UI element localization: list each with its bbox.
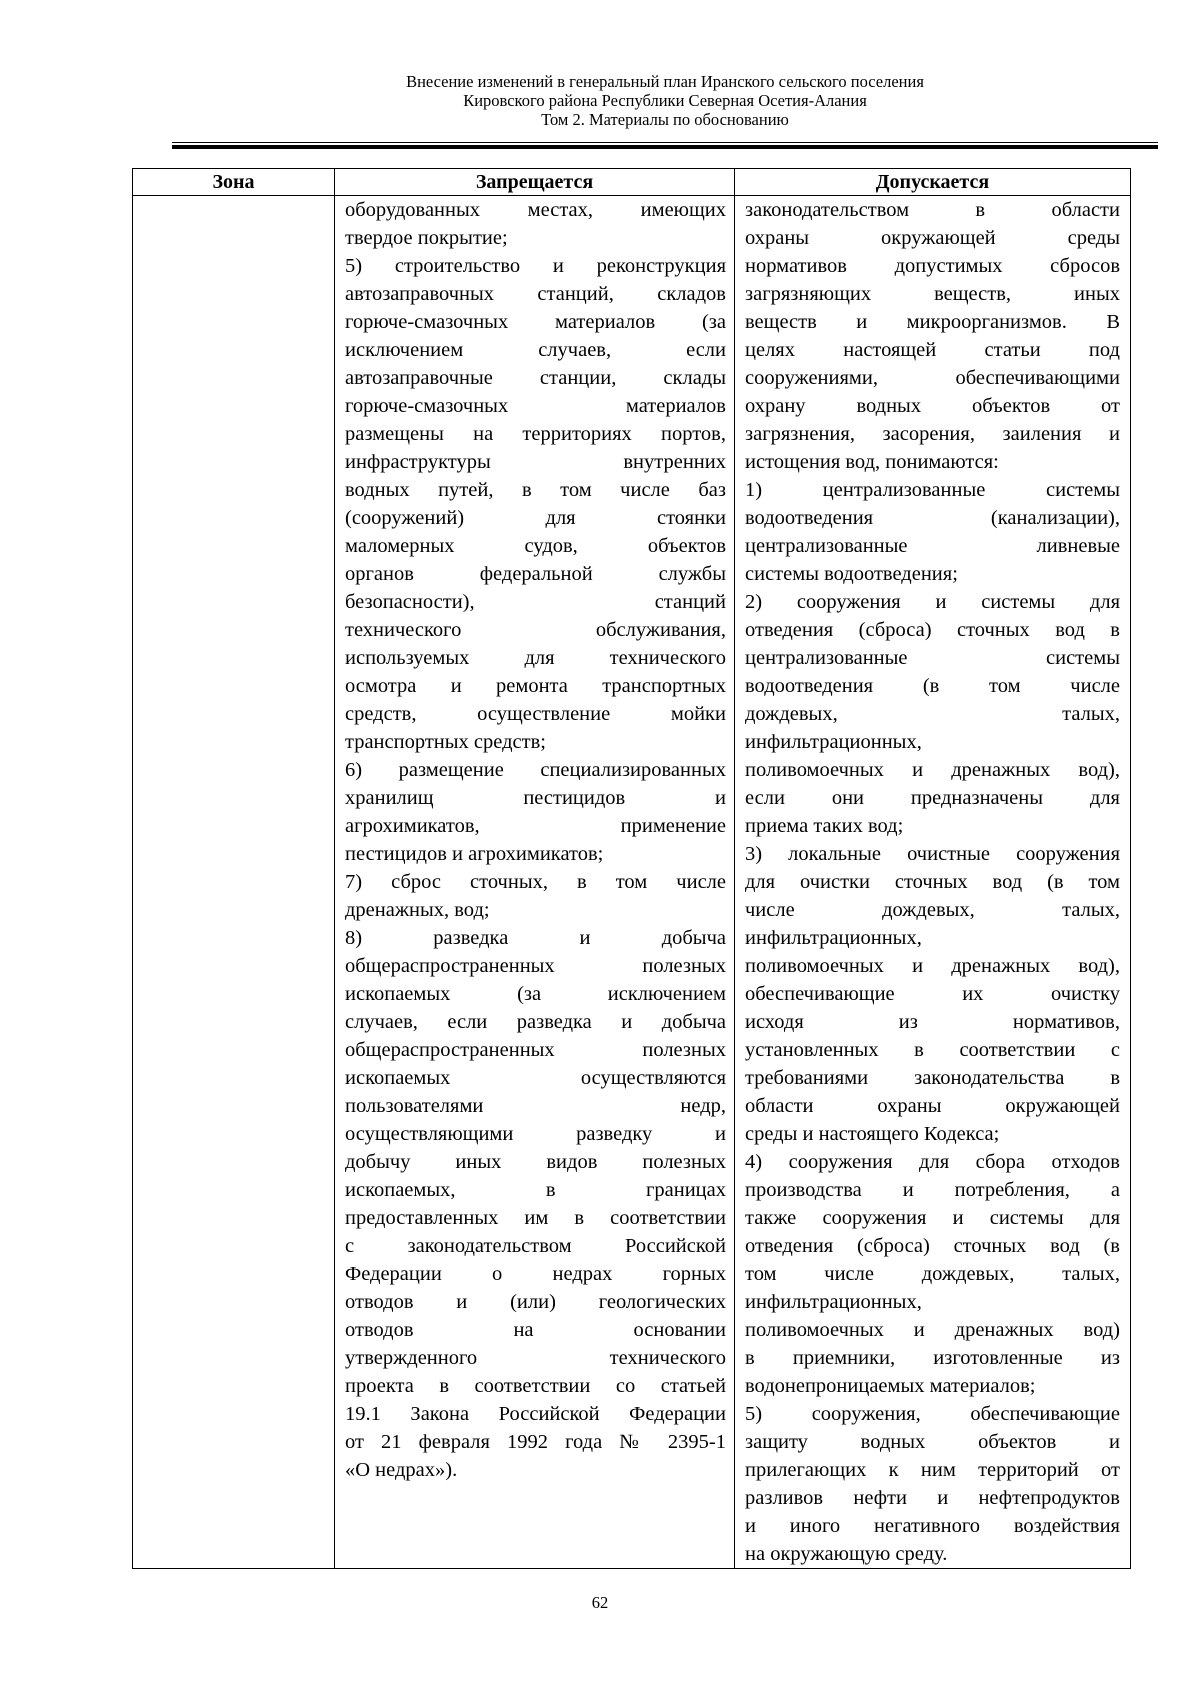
text-line: сооружениями, обеспечивающими (745, 367, 1120, 389)
text-line: твердое покрытие; (345, 227, 508, 249)
text-line: инфильтрационных, (745, 731, 922, 753)
text-line: 19.1 Закона Российской Федерации (345, 1403, 726, 1425)
text-line: ископаемых, в границах (345, 1179, 726, 1201)
text-line: области охраны окружающей (745, 1095, 1120, 1117)
forbidden-cell (335, 196, 735, 1569)
text-line: осмотра и ремонта транспортных (345, 675, 726, 697)
column-header-allowed: Допускается (735, 169, 1131, 196)
text-line: водоотведения (канализации), (745, 507, 1120, 529)
text-line: от 21 февраля 1992 года № 2395-1 (345, 1431, 726, 1453)
text-line: оборудованных местах, имеющих (345, 199, 726, 221)
text-line: истощения вод, понимаются: (745, 451, 999, 473)
text-line: 6) размещение специализированных (345, 759, 726, 781)
text-line: производства и потребления, а (745, 1179, 1120, 1201)
text-line: размещены на территориях портов, (345, 423, 726, 445)
text-line: проекта в соответствии со статьей (345, 1375, 726, 1397)
text-line: исходя из нормативов, (745, 1011, 1120, 1033)
text-line: загрязнения, засорения, заиления и (745, 423, 1120, 445)
text-line: прилегающих к ним территорий от (745, 1459, 1120, 1481)
text-line: пестицидов и агрохимикатов; (345, 843, 604, 865)
text-line: водоотведения (в том числе (745, 675, 1120, 697)
text-line: дренажных, вод; (345, 899, 490, 921)
text-line: горюче-смазочных материалов (за (345, 311, 726, 333)
text-line: поливомоечных и дренажных вод), (745, 955, 1120, 977)
text-line: для очистки сточных вод (в том (745, 871, 1120, 893)
text-line: 5) сооружения, обеспечивающие (745, 1403, 1120, 1425)
text-line: маломерных судов, объектов (345, 535, 726, 557)
text-line: и иного негативного воздействия (745, 1515, 1120, 1537)
text-line: утвержденного технического (345, 1347, 726, 1369)
text-line: веществ и микроорганизмов. В (745, 311, 1120, 333)
text-line: агрохимикатов, применение (345, 815, 726, 837)
forbidden-text (335, 196, 734, 1484)
text-line: установленных в соответствии с (745, 1039, 1120, 1061)
text-line: осуществляющими разведку и (345, 1123, 726, 1145)
page-number: 62 (591, 1593, 609, 1612)
text-line: инфраструктуры внутренних (345, 451, 726, 473)
zone-cell (133, 196, 335, 1569)
column-header-forbidden: Запрещается (335, 169, 735, 196)
text-line: также сооружения и системы для (745, 1207, 1120, 1229)
text-line: централизованные ливневые (745, 535, 1120, 557)
text-line: среды и настоящего Кодекса; (745, 1123, 1000, 1145)
text-line: в приемники, изготовленные из (745, 1347, 1120, 1369)
text-line: ископаемых (за исключением (345, 983, 726, 1005)
text-line: том числе дождевых, талых, (745, 1263, 1120, 1285)
text-line: добычу иных видов полезных (345, 1151, 726, 1173)
text-line: дождевых, талых, (745, 703, 1120, 725)
text-line: 3) локальные очистные сооружения (745, 843, 1120, 865)
text-line: 8) разведка и добыча (345, 927, 726, 949)
text-line: 4) сооружения для сбора отходов (745, 1151, 1120, 1173)
text-line: централизованные системы (745, 647, 1120, 669)
text-line: автозаправочные станции, склады (345, 367, 726, 389)
text-line: водных путей, в том числе баз (345, 479, 726, 501)
table-row (133, 196, 1131, 1569)
text-line: технического обслуживания, (345, 619, 726, 641)
document-header (172, 72, 1158, 129)
text-line: разливов нефти и нефтепродуктов (745, 1487, 1120, 1509)
text-line: «О недрах»). (345, 1459, 458, 1481)
text-line: предоставленных им в соответствии (345, 1207, 726, 1229)
text-line: безопасности), станций (345, 591, 726, 613)
text-line: числе дождевых, талых, (745, 899, 1120, 921)
text-line: исключением случаев, если (345, 339, 726, 361)
text-line: загрязняющих веществ, иных (745, 283, 1120, 305)
text-line: законодательством в области (745, 199, 1120, 221)
text-line: случаев, если разведка и добыча (345, 1011, 726, 1033)
table-header-row (133, 169, 1131, 196)
text-line: требованиями законодательства в (745, 1067, 1120, 1089)
text-line: инфильтрационных, (745, 1291, 922, 1313)
text-line: целях настоящей статьи под (745, 339, 1120, 361)
text-line: приема таких вод; (745, 815, 904, 837)
text-line: обеспечивающие их очистку (745, 983, 1120, 1005)
text-line: общераспространенных полезных (345, 955, 726, 977)
header-line-1: Внесение изменений в генеральный план Иранского сельского поселения (406, 72, 924, 91)
text-line: 5) строительство и реконструкция (345, 255, 726, 277)
text-line: (сооружений) для стоянки (345, 507, 726, 529)
text-line: органов федеральной службы (345, 563, 726, 585)
text-line: нормативов допустимых сбросов (745, 255, 1120, 277)
text-line: автозаправочных станций, складов (345, 283, 726, 305)
text-line: системы водоотведения; (745, 563, 958, 585)
text-line: 2) сооружения и системы для (745, 591, 1120, 613)
text-line: защиту водных объектов и (745, 1431, 1120, 1453)
text-line: транспортных средств; (345, 731, 546, 753)
text-line: охраны окружающей среды (745, 227, 1120, 249)
text-line: хранилищ пестицидов и (345, 787, 726, 809)
column-header-zone: Зона (133, 169, 335, 196)
header-rule-thick (172, 145, 1158, 149)
allowed-cell (735, 196, 1131, 1569)
text-line: если они предназначены для (745, 787, 1120, 809)
header-line-3: Том 2. Материалы по обоснованию (541, 110, 789, 129)
header-rule-thin (172, 142, 1158, 143)
text-line: Федерации о недрах горных (345, 1263, 726, 1285)
text-line: 1) централизованные системы (745, 479, 1120, 501)
text-line: охрану водных объектов от (745, 395, 1120, 417)
text-line: отводов и (или) геологических (345, 1291, 726, 1313)
text-line: средств, осуществление мойки (345, 703, 726, 725)
text-line: поливомоечных и дренажных вод), (745, 759, 1120, 781)
text-line: используемых для технического (345, 647, 726, 669)
text-line: с законодательством Российской (345, 1235, 726, 1257)
text-line: на окружающую среду. (745, 1543, 948, 1565)
text-line: отведения (сброса) сточных вод в (745, 619, 1120, 641)
zones-table (132, 168, 1131, 1569)
text-line: отводов на основании (345, 1319, 726, 1341)
text-line: 7) сброс сточных, в том числе (345, 871, 726, 893)
text-line: пользователями недр, (345, 1095, 726, 1117)
text-line: горюче-смазочных материалов (345, 395, 726, 417)
text-line: поливомоечных и дренажных вод) (745, 1319, 1120, 1341)
header-line-2: Кировского района Республики Северная Осетия-Алания (463, 91, 867, 110)
text-line: общераспространенных полезных (345, 1039, 726, 1061)
text-line: ископаемых осуществляются (345, 1067, 726, 1089)
allowed-text (735, 196, 1130, 1568)
text-line: водонепроницаемых материалов; (745, 1375, 1036, 1397)
text-line: отведения (сброса) сточных вод (в (745, 1235, 1120, 1257)
text-line: инфильтрационных, (745, 927, 922, 949)
